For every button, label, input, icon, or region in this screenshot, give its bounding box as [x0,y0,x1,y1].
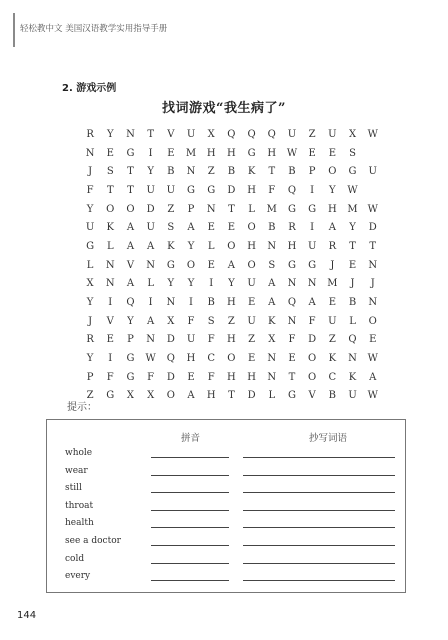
grid-letter: D [368,222,377,234]
word-search-grid [80,125,383,405]
grid-letter: H [206,147,216,159]
grid-letter: I [310,222,315,234]
copy-column-header: 抄写词语 [309,433,348,444]
grid-letter: U [328,128,337,140]
grid-letter: H [287,240,297,252]
grid-letter: N [146,334,156,346]
grid-letter: W [347,184,358,196]
grid-letter: X [147,390,155,402]
copy-answer-line[interactable] [243,563,395,564]
grid-letter: G [187,184,196,196]
grid-letter: K [348,371,357,383]
hint-row [47,518,405,536]
grid-letter: D [166,371,175,383]
grid-letter: F [147,371,155,383]
grid-letter: I [148,147,153,159]
grid-letter: Y [106,128,114,140]
game-title: 找词游戏“我生病了” [162,101,286,116]
hint-word: wear [65,465,88,476]
grid-letter: G [126,147,135,159]
grid-letter: U [307,240,317,252]
grid-letter: E [328,147,336,159]
grid-letter: U [247,315,256,327]
grid-letter: X [86,278,94,290]
grid-letter: Q [287,297,297,309]
grid-letter: K [247,166,256,178]
grid-letter: D [247,390,256,402]
grid-letter: S [167,222,175,234]
grid-letter: G [287,390,296,402]
grid-row [80,312,383,331]
pinyin-column-header: 拼音 [181,433,201,444]
grid-letter: P [127,334,134,346]
grid-letter: V [308,390,316,402]
hint-label: 提示： [67,402,97,413]
grid-letter: E [167,147,175,159]
grid-letter: J [88,315,93,327]
grid-letter: A [369,371,377,383]
grid-letter: D [308,334,317,346]
grid-letter: Q [348,334,357,346]
grid-letter: R [288,222,296,234]
page-number: 144 [17,610,37,621]
grid-letter: B [268,222,276,234]
grid-row [80,256,383,275]
grid-letter: E [308,147,316,159]
grid-letter: A [126,240,135,252]
grid-letter: G [247,147,256,159]
hint-row [47,448,405,466]
grid-letter: Q [126,297,135,309]
grid-letter: W [286,147,298,159]
header-side-bar [13,13,15,47]
grid-letter: E [187,371,195,383]
grid-letter: O [328,166,337,178]
grid-letter: T [349,240,356,252]
grid-letter: A [227,259,236,271]
copy-answer-line[interactable] [243,492,395,493]
grid-letter: H [227,334,236,346]
grid-letter: A [328,222,336,234]
grid-letter: U [247,278,256,290]
grid-letter: X [207,128,215,140]
grid-letter: C [328,371,337,383]
grid-letter: Z [248,334,256,346]
grid-letter: W [367,353,378,365]
grid-letter: Y [187,240,195,252]
grid-row [80,144,383,163]
copy-answer-line[interactable] [243,457,395,458]
hint-row [47,501,405,519]
grid-letter: F [187,315,195,327]
grid-letter: T [147,128,154,140]
grid-letter: B [207,297,215,309]
grid-letter: I [310,184,315,196]
grid-letter: R [86,128,94,140]
grid-letter: E [227,222,236,234]
grid-letter: G [106,390,115,402]
grid-letter: N [105,278,115,290]
grid-letter: O [247,222,256,234]
grid-letter: A [187,390,195,402]
grid-letter: G [308,203,317,215]
grid-letter: N [206,203,216,215]
grid-letter: P [86,371,94,383]
grid-letter: G [348,166,357,178]
grid-letter: L [147,278,154,290]
hint-word: still [65,483,82,494]
grid-letter: N [348,353,357,365]
copy-answer-line[interactable] [243,510,395,511]
grid-letter: T [268,166,276,178]
grid-letter: P [187,203,195,215]
grid-letter: G [287,203,296,215]
grid-letter: Z [328,334,336,346]
grid-row [80,200,383,219]
grid-letter: H [267,147,277,159]
grid-letter: Y [86,297,94,309]
grid-letter: O [227,240,236,252]
grid-letter: Y [147,166,154,178]
grid-letter: N [126,128,135,140]
grid-letter: Q [166,353,175,365]
grid-letter: S [268,259,276,271]
grid-letter: A [187,222,195,234]
grid-letter: W [367,203,378,215]
grid-letter: G [126,371,135,383]
grid-letter: D [227,184,236,196]
grid-letter: H [247,371,256,383]
grid-letter: E [288,353,296,365]
grid-letter: P [308,166,316,178]
hint-word: every [65,571,91,582]
grid-letter: K [268,315,276,327]
grid-letter: S [349,147,356,159]
grid-letter: N [307,278,317,290]
grid-letter: O [308,353,317,365]
grid-letter: B [348,297,357,309]
grid-letter: N [368,259,378,271]
grid-letter: G [287,259,296,271]
grid-letter: N [105,259,115,271]
grid-letter: M [266,203,277,215]
grid-letter: K [328,353,337,365]
grid-letter: S [207,315,215,327]
grid-letter: F [106,371,114,383]
grid-letter: N [85,147,95,159]
grid-letter: W [145,353,156,365]
grid-letter: N [368,297,378,309]
grid-row [80,181,383,200]
grid-letter: A [147,315,155,327]
hint-box [46,419,406,593]
grid-letter: O [166,390,175,402]
grid-letter: F [86,184,94,196]
grid-letter: Z [308,128,316,140]
grid-letter: T [369,240,377,252]
grid-letter: V [126,259,135,271]
grid-letter: L [106,240,114,252]
grid-letter: N [166,297,176,309]
grid-letter: G [86,240,95,252]
grid-letter: M [327,278,338,290]
grid-letter: E [207,222,215,234]
grid-letter: L [207,240,215,252]
grid-letter: O [308,371,317,383]
grid-letter: I [209,278,214,290]
copy-answer-line[interactable] [243,527,395,528]
grid-letter: S [106,166,114,178]
grid-letter: H [327,203,337,215]
grid-letter: N [267,371,277,383]
copy-answer-line[interactable] [243,475,395,476]
pinyin-answer-line[interactable] [151,545,229,546]
grid-letter: K [106,222,115,234]
grid-letter: E [207,259,215,271]
grid-letter: H [227,371,236,383]
grid-letter: Y [86,353,94,365]
grid-row [80,387,383,406]
hint-row [47,554,405,572]
grid-letter: N [186,166,196,178]
pinyin-answer-line[interactable] [151,563,229,564]
grid-letter: E [106,334,114,346]
grid-letter: A [268,278,276,290]
grid-letter: A [126,278,135,290]
grid-letter: J [330,259,335,271]
pinyin-answer-line[interactable] [151,510,229,511]
grid-letter: U [186,334,196,346]
grid-letter: L [86,259,94,271]
running-header: 轻松教中文 美国汉语教学实用指导手册 [20,24,168,34]
grid-letter: R [328,240,337,252]
grid-row [80,218,383,237]
grid-letter: F [207,334,215,346]
grid-letter: U [186,128,196,140]
grid-row [80,349,383,368]
grid-row [80,331,383,350]
hint-row [47,536,405,554]
grid-letter: E [328,297,336,309]
grid-letter: H [227,147,236,159]
grid-letter: D [146,203,155,215]
grid-letter: T [228,203,235,215]
grid-row [80,237,383,256]
grid-letter: W [367,390,378,402]
grid-letter: A [147,240,155,252]
hint-word: throat [65,500,94,511]
grid-letter: A [126,222,135,234]
grid-letter: T [288,371,296,383]
grid-letter: G [166,259,175,271]
grid-letter: U [328,315,337,327]
grid-letter: E [106,147,114,159]
grid-letter: M [347,203,358,215]
grid-letter: N [287,315,297,327]
hint-row [47,571,405,589]
grid-letter: Q [287,184,297,196]
hint-word: whole [65,448,93,458]
grid-letter: A [308,297,316,309]
grid-letter: Z [167,203,175,215]
grid-letter: Y [86,203,94,215]
grid-letter: B [227,166,236,178]
grid-letter: D [166,334,175,346]
grid-letter: M [185,147,197,159]
grid-letter: K [167,240,175,252]
grid-letter: Y [127,315,134,327]
pinyin-answer-line[interactable] [151,580,229,581]
grid-letter: O [106,203,115,215]
grid-letter: G [126,353,135,365]
grid-letter: H [247,240,256,252]
grid-letter: U [166,184,176,196]
grid-letter: N [267,240,277,252]
grid-letter: X [167,315,175,327]
grid-letter: L [349,315,356,327]
hint-word: cold [65,553,85,564]
grid-letter: F [268,184,276,196]
grid-letter: J [88,166,93,178]
grid-letter: V [167,128,175,140]
hint-row [47,466,405,484]
grid-row [80,368,383,387]
pinyin-answer-line[interactable] [151,527,229,528]
grid-letter: Q [267,128,276,140]
grid-letter: T [127,166,134,178]
grid-letter: X [126,390,135,402]
grid-letter: B [288,166,296,178]
grid-letter: Y [187,278,195,290]
grid-letter: L [268,390,276,402]
grid-letter: Y [167,278,175,290]
grid-letter: F [288,334,296,346]
grid-letter: B [167,166,175,178]
grid-letter: C [207,353,216,365]
grid-row [80,293,383,312]
grid-letter: O [186,259,196,271]
grid-letter: J [370,278,375,290]
grid-letter: E [247,353,256,365]
grid-letter: E [369,334,377,346]
section-heading: 2. 游戏示例 [62,83,117,94]
grid-letter: I [108,353,113,365]
grid-letter: Y [349,222,356,234]
grid-letter: I [189,297,193,309]
grid-letter: O [227,353,236,365]
grid-letter: Z [227,315,235,327]
grid-letter: G [207,184,216,196]
grid-letter: U [287,128,297,140]
grid-letter: N [267,353,277,365]
grid-letter: I [108,297,113,309]
grid-letter: Z [86,390,94,402]
grid-letter: T [228,390,235,402]
copy-answer-line[interactable] [243,545,395,546]
grid-letter: Y [228,278,235,290]
grid-letter: O [247,259,256,271]
grid-letter: H [227,297,236,309]
grid-letter: O [126,203,135,215]
grid-letter: H [206,390,216,402]
pinyin-answer-line[interactable] [151,457,229,458]
grid-letter: U [146,184,155,196]
grid-letter: N [287,278,297,290]
grid-letter: H [247,184,256,196]
pinyin-answer-line[interactable] [151,475,229,476]
grid-letter: I [148,297,153,309]
grid-letter: N [146,259,156,271]
grid-letter: F [308,315,316,327]
grid-letter: E [348,259,357,271]
hint-word: health [65,518,94,529]
pinyin-answer-line[interactable] [151,492,229,493]
grid-letter: L [248,203,255,215]
grid-letter: E [247,297,256,309]
grid-letter: X [348,128,357,140]
grid-letter: U [85,222,95,234]
grid-letter: U [368,166,377,178]
grid-letter: V [106,315,114,327]
grid-letter: Y [329,184,336,196]
grid-letter: U [146,222,155,234]
hint-word: see a doctor [65,536,121,546]
grid-letter: X [268,334,276,346]
grid-letter: Q [247,128,256,140]
grid-row [80,275,383,294]
hint-row [47,483,405,501]
grid-letter: H [186,353,196,365]
grid-letter: Z [207,166,215,178]
grid-letter: J [350,278,355,290]
grid-row [80,125,383,144]
grid-letter: G [308,259,317,271]
grid-letter: U [348,390,357,402]
grid-letter: T [127,184,134,196]
grid-letter: Q [227,128,236,140]
grid-letter: B [328,390,337,402]
grid-row [80,162,383,181]
grid-letter: T [106,184,114,196]
grid-letter: O [368,315,377,327]
grid-letter: W [367,128,378,140]
grid-letter: R [86,334,94,346]
grid-letter: A [268,297,276,309]
copy-answer-line[interactable] [243,580,395,581]
grid-letter: F [207,371,215,383]
